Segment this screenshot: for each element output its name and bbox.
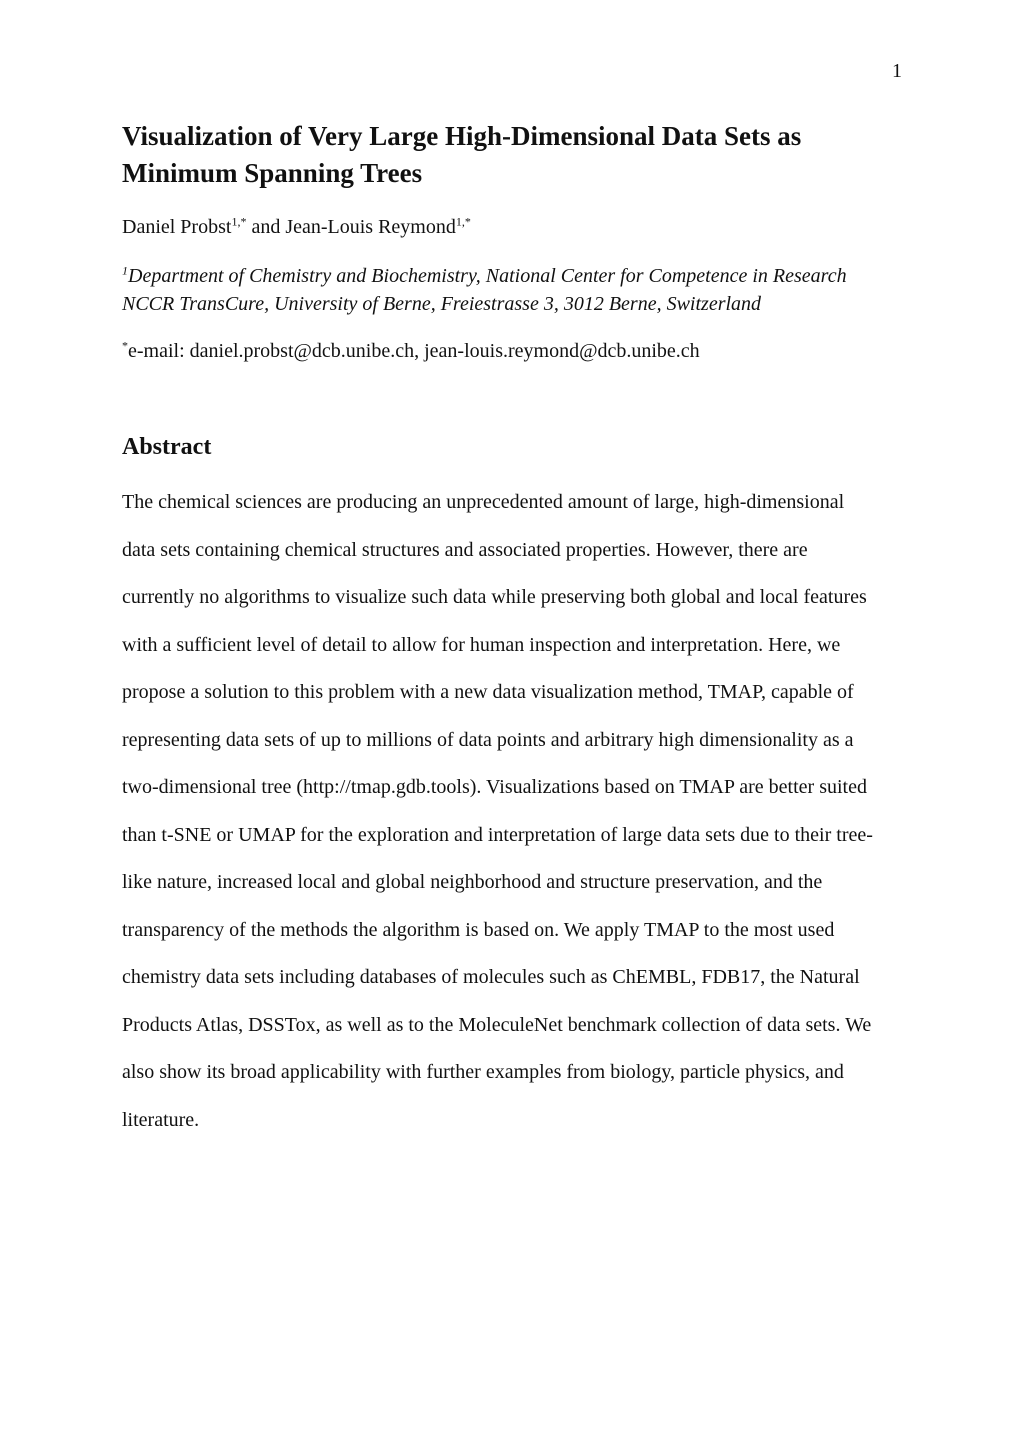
corresponding-author-mark: * bbox=[122, 338, 128, 353]
contact-email bbox=[122, 338, 700, 364]
affiliation-line-1: Department of Chemistry and Biochemistry, National Center for Competence in Research bbox=[128, 265, 847, 287]
paper-title-line-1: Visualization of Very Large High-Dimensional Data Sets as bbox=[122, 121, 802, 151]
affiliation-line-2: NCCR TransCure, University of Berne, Freiestrasse 3, 3012 Berne, Switzerland bbox=[122, 293, 762, 315]
author-name-2: Jean-Louis Reymond bbox=[285, 216, 456, 238]
abstract-heading: Abstract bbox=[122, 434, 212, 460]
abstract-body bbox=[122, 486, 912, 1151]
abstract-line: than t-SNE or UMAP for the exploration and interpretation of large data sets due to their tree- bbox=[122, 823, 873, 846]
contact-email-text: e-mail: daniel.probst@dcb.unibe.ch, jean-louis.reymond@dcb.unibe.ch bbox=[128, 340, 700, 362]
abstract-line: with a sufficient level of detail to allow for human inspection and interpretation. Here, we bbox=[122, 633, 841, 656]
author-1-affiliation-mark: 1,* bbox=[231, 214, 247, 229]
abstract-line: currently no algorithms to visualize such data while preserving both global and local features bbox=[122, 586, 867, 608]
abstract-line: data sets containing chemical structures and associated properties. However, there are bbox=[122, 538, 808, 561]
abstract-line: chemistry data sets including databases of molecules such as ChEMBL, FDB17, the Natural bbox=[122, 966, 860, 988]
abstract-line: propose a solution to this problem with a new data visualization method, TMAP, capable of bbox=[122, 681, 854, 703]
author-connector: and bbox=[246, 216, 286, 238]
abstract-line: like nature, increased local and global neighborhood and structure preservation, and the bbox=[122, 871, 823, 893]
paper-title-line-2: Minimum Spanning Trees bbox=[122, 158, 423, 188]
abstract-line: literature. bbox=[122, 1108, 200, 1131]
page-number: 1 bbox=[892, 60, 902, 82]
author-2-affiliation-mark: 1,* bbox=[455, 214, 471, 229]
abstract-line: Products Atlas, DSSTox, as well as to the MoleculeNet benchmark collection of data sets. We bbox=[122, 1013, 872, 1036]
author-list bbox=[122, 214, 471, 240]
paper-title bbox=[122, 118, 902, 192]
affiliation-mark: 1 bbox=[122, 263, 128, 278]
abstract-line: The chemical sciences are producing an unprecedented amount of large, high-dimensional bbox=[122, 491, 845, 513]
affiliation bbox=[122, 262, 912, 318]
author-name-1: Daniel Probst bbox=[122, 216, 232, 238]
abstract-line: representing data sets of up to millions of data points and arbitrary high dimensionality as a bbox=[122, 728, 854, 751]
abstract-line: transparency of the methods the algorithm is based on. We apply TMAP to the most used bbox=[122, 918, 835, 941]
abstract-line: two-dimensional tree (http://tmap.gdb.tools). Visualizations based on TMAP are better suited bbox=[122, 776, 867, 798]
abstract-line: also show its broad applicability with further examples from biology, particle physics, and bbox=[122, 1061, 844, 1083]
